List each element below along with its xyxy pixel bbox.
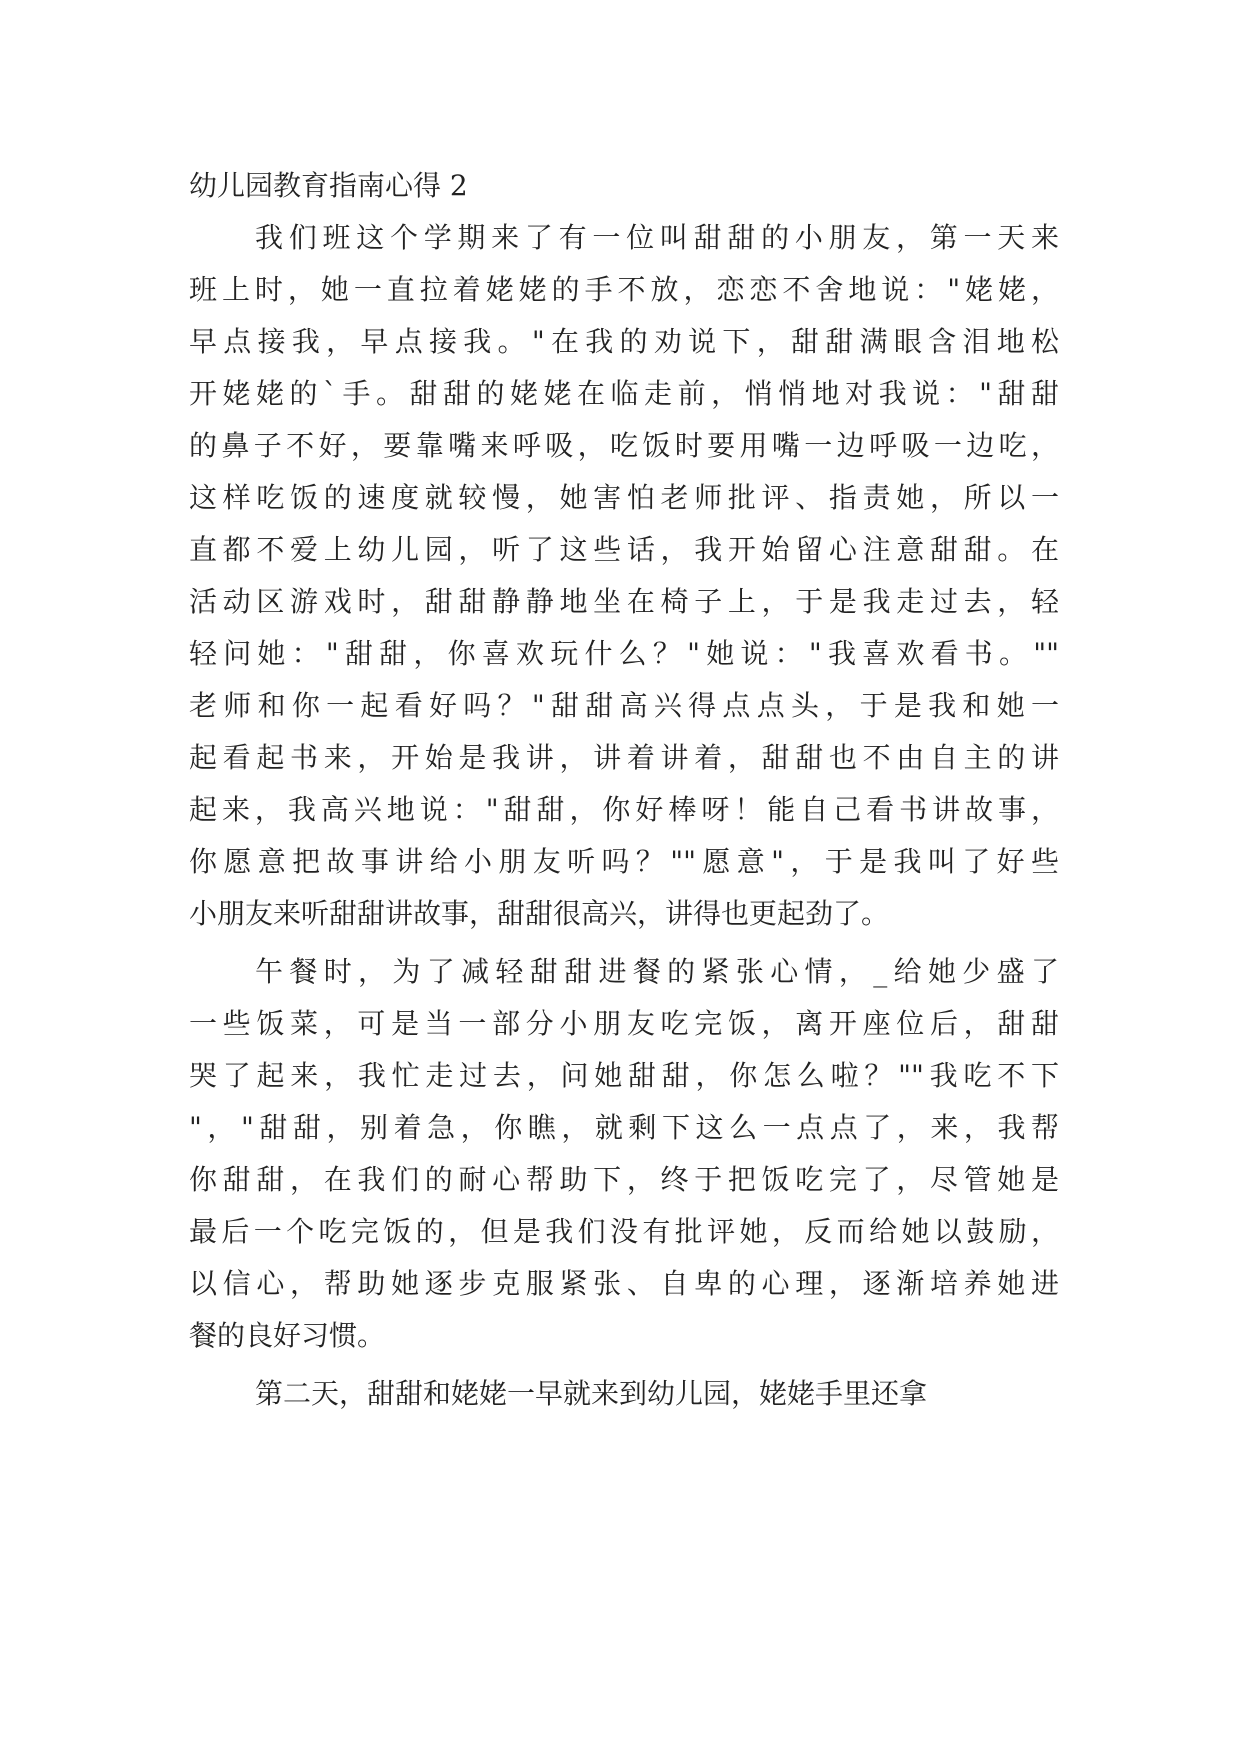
text-line: 最后一个吃完饭的，但是我们没有批评她，反而给她以鼓励， [189, 1215, 1059, 1248]
text-line: 一些饭菜，可是当一部分小朋友吃完饭，离开座位后，甜甜 [189, 1007, 1059, 1040]
text-line: 以信心，帮助她逐步克服紧张、自卑的心理，逐渐培养她进 [189, 1267, 1059, 1300]
text-line: 轻问她："甜甜，你喜欢玩什么？"她说："我喜欢看书。"" [189, 637, 1059, 670]
text-line: "，"甜甜，别着急，你瞧，就剩下这么一点点了，来，我帮 [189, 1111, 1059, 1144]
text-line: 老师和你一起看好吗？"甜甜高兴得点点头，于是我和她一 [189, 689, 1059, 722]
text-line: 活动区游戏时，甜甜静静地坐在椅子上，于是我走过去，轻 [189, 585, 1059, 618]
text-line: 第二天，甜甜和姥姥一早就来到幼儿园，姥姥手里还拿 [255, 1377, 928, 1410]
text-line: 的鼻子不好，要靠嘴来呼吸，吃饭时要用嘴一边呼吸一边吃， [189, 429, 1059, 462]
text-line: 开姥姥的`手。甜甜的姥姥在临走前，悄悄地对我说："甜甜 [189, 377, 1059, 410]
text-line: 你甜甜，在我们的耐心帮助下，终于把饭吃完了，尽管她是 [189, 1163, 1059, 1196]
text-line: 起来，我高兴地说："甜甜，你好棒呀！能自己看书讲故事， [189, 793, 1059, 826]
text-line: 班上时，她一直拉着姥姥的手不放，恋恋不舍地说："姥姥， [189, 273, 1059, 306]
text-line: 午餐时，为了减轻甜甜进餐的紧张心情，_给她少盛了 [255, 955, 1059, 988]
text-line: 哭了起来，我忙走过去，问她甜甜，你怎么啦？""我吃不下 [189, 1059, 1059, 1092]
text-line: 餐的良好习惯。 [189, 1319, 386, 1352]
text-line: 起看起书来，开始是我讲，讲着讲着，甜甜也不由自主的讲 [189, 741, 1059, 774]
document-title: 幼儿园教育指南心得 2 [189, 169, 468, 202]
text-line: 早点接我，早点接我。"在我的劝说下，甜甜满眼含泪地松 [189, 325, 1059, 358]
text-line: 我们班这个学期来了有一位叫甜甜的小朋友，第一天来 [255, 221, 1059, 254]
text-line: 这样吃饭的速度就较慢，她害怕老师批评、指责她，所以一 [189, 481, 1059, 514]
text-line: 你愿意把故事讲给小朋友听吗？""愿意"，于是我叫了好些 [189, 845, 1059, 878]
text-line: 直都不爱上幼儿园，听了这些话，我开始留心注意甜甜。在 [189, 533, 1059, 566]
text-line: 小朋友来听甜甜讲故事，甜甜很高兴，讲得也更起劲了。 [189, 897, 890, 930]
